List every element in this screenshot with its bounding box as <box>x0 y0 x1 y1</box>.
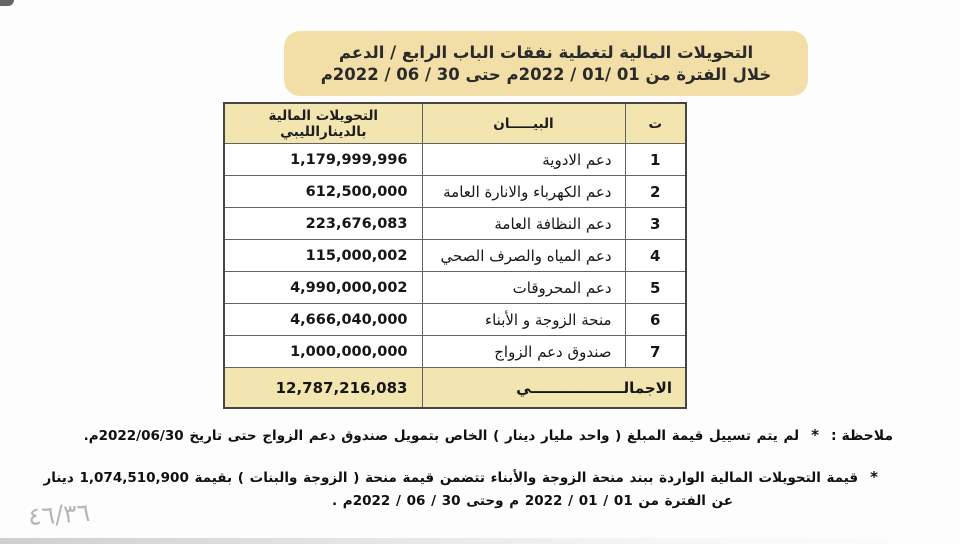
table-row <box>224 272 686 304</box>
photo-corner-artifact <box>0 0 14 6</box>
row-amount: 1,000,000,000 <box>224 336 422 368</box>
table-row <box>224 336 686 368</box>
title-banner <box>284 31 808 96</box>
row-description: دعم الادوية <box>422 144 625 176</box>
header-row <box>224 103 686 144</box>
note-2-line-1: قيمة التحويلات المالية الواردة ببند منحة الزوجة والأبناء تتضمن قيمة منحة ( الزوجة والبنات ) بقيمة 1,074,510,900 دينار <box>43 470 859 486</box>
row-description: صندوق دعم الزواج <box>422 336 625 368</box>
transfers-table <box>223 102 687 409</box>
title-line-2: خلال الفترة من 01 /01 / 2022م حتى 30 / 06 / 2022م <box>320 65 772 84</box>
note-1 <box>84 426 893 444</box>
total-row <box>224 368 686 409</box>
photo-bottom-edge <box>0 538 960 544</box>
row-description: منحة الزوجة و الأبناء <box>422 304 625 336</box>
table-row <box>224 208 686 240</box>
row-description: دعم المياه والصرف الصحي <box>422 240 625 272</box>
row-index: 1 <box>625 144 686 176</box>
row-description: دعم الكهرباء والانارة العامة <box>422 176 625 208</box>
row-amount: 4,990,000,002 <box>224 272 422 304</box>
row-index: 5 <box>625 272 686 304</box>
row-amount: 223,676,083 <box>224 208 422 240</box>
table-row <box>224 304 686 336</box>
row-index: 3 <box>625 208 686 240</box>
total-label: الاجمالــــــــــــــــــي <box>422 368 686 409</box>
note-1-text: لم يتم تسييل قيمة المبلغ ( واحد مليار دينار ) الخاص بتمويل صندوق دعم الزواج حتى تاريخ 2022/06/30م. <box>83 428 800 444</box>
total-amount: 12,787,216,083 <box>224 368 422 409</box>
row-amount: 4,666,040,000 <box>224 304 422 336</box>
transfers-table-wrapper <box>223 102 687 409</box>
col-header-amount: التحويلات المالية بالدينارالليبي <box>224 103 422 144</box>
table-row <box>224 144 686 176</box>
row-description: دعم المحروقات <box>422 272 625 304</box>
row-index: 4 <box>625 240 686 272</box>
title-line-1: التحويلات المالية لتغطية نفقات الباب الرابع / الدعم <box>338 43 754 62</box>
row-index: 7 <box>625 336 686 368</box>
note-2-line-2: عن الفترة من 01 / 01 / 2022 م وحتى 30 / 06 / 2022م . <box>331 493 733 509</box>
row-index: 2 <box>625 176 686 208</box>
row-amount: 115,000,002 <box>224 240 422 272</box>
col-header-description: البيـــــان <box>422 103 625 144</box>
row-amount: 612,500,000 <box>224 176 422 208</box>
asterisk-bullet: * <box>811 426 819 444</box>
note-2 <box>43 468 878 486</box>
table-row <box>224 176 686 208</box>
note-label: ملاحظة : <box>831 428 893 444</box>
col-header-index: ت <box>625 103 686 144</box>
handwritten-page-number: ٤٦/٣٦ <box>27 497 92 532</box>
table-row <box>224 240 686 272</box>
row-amount: 1,179,999,996 <box>224 144 422 176</box>
row-index: 6 <box>625 304 686 336</box>
row-description: دعم النظافة العامة <box>422 208 625 240</box>
asterisk-bullet: * <box>870 468 878 486</box>
